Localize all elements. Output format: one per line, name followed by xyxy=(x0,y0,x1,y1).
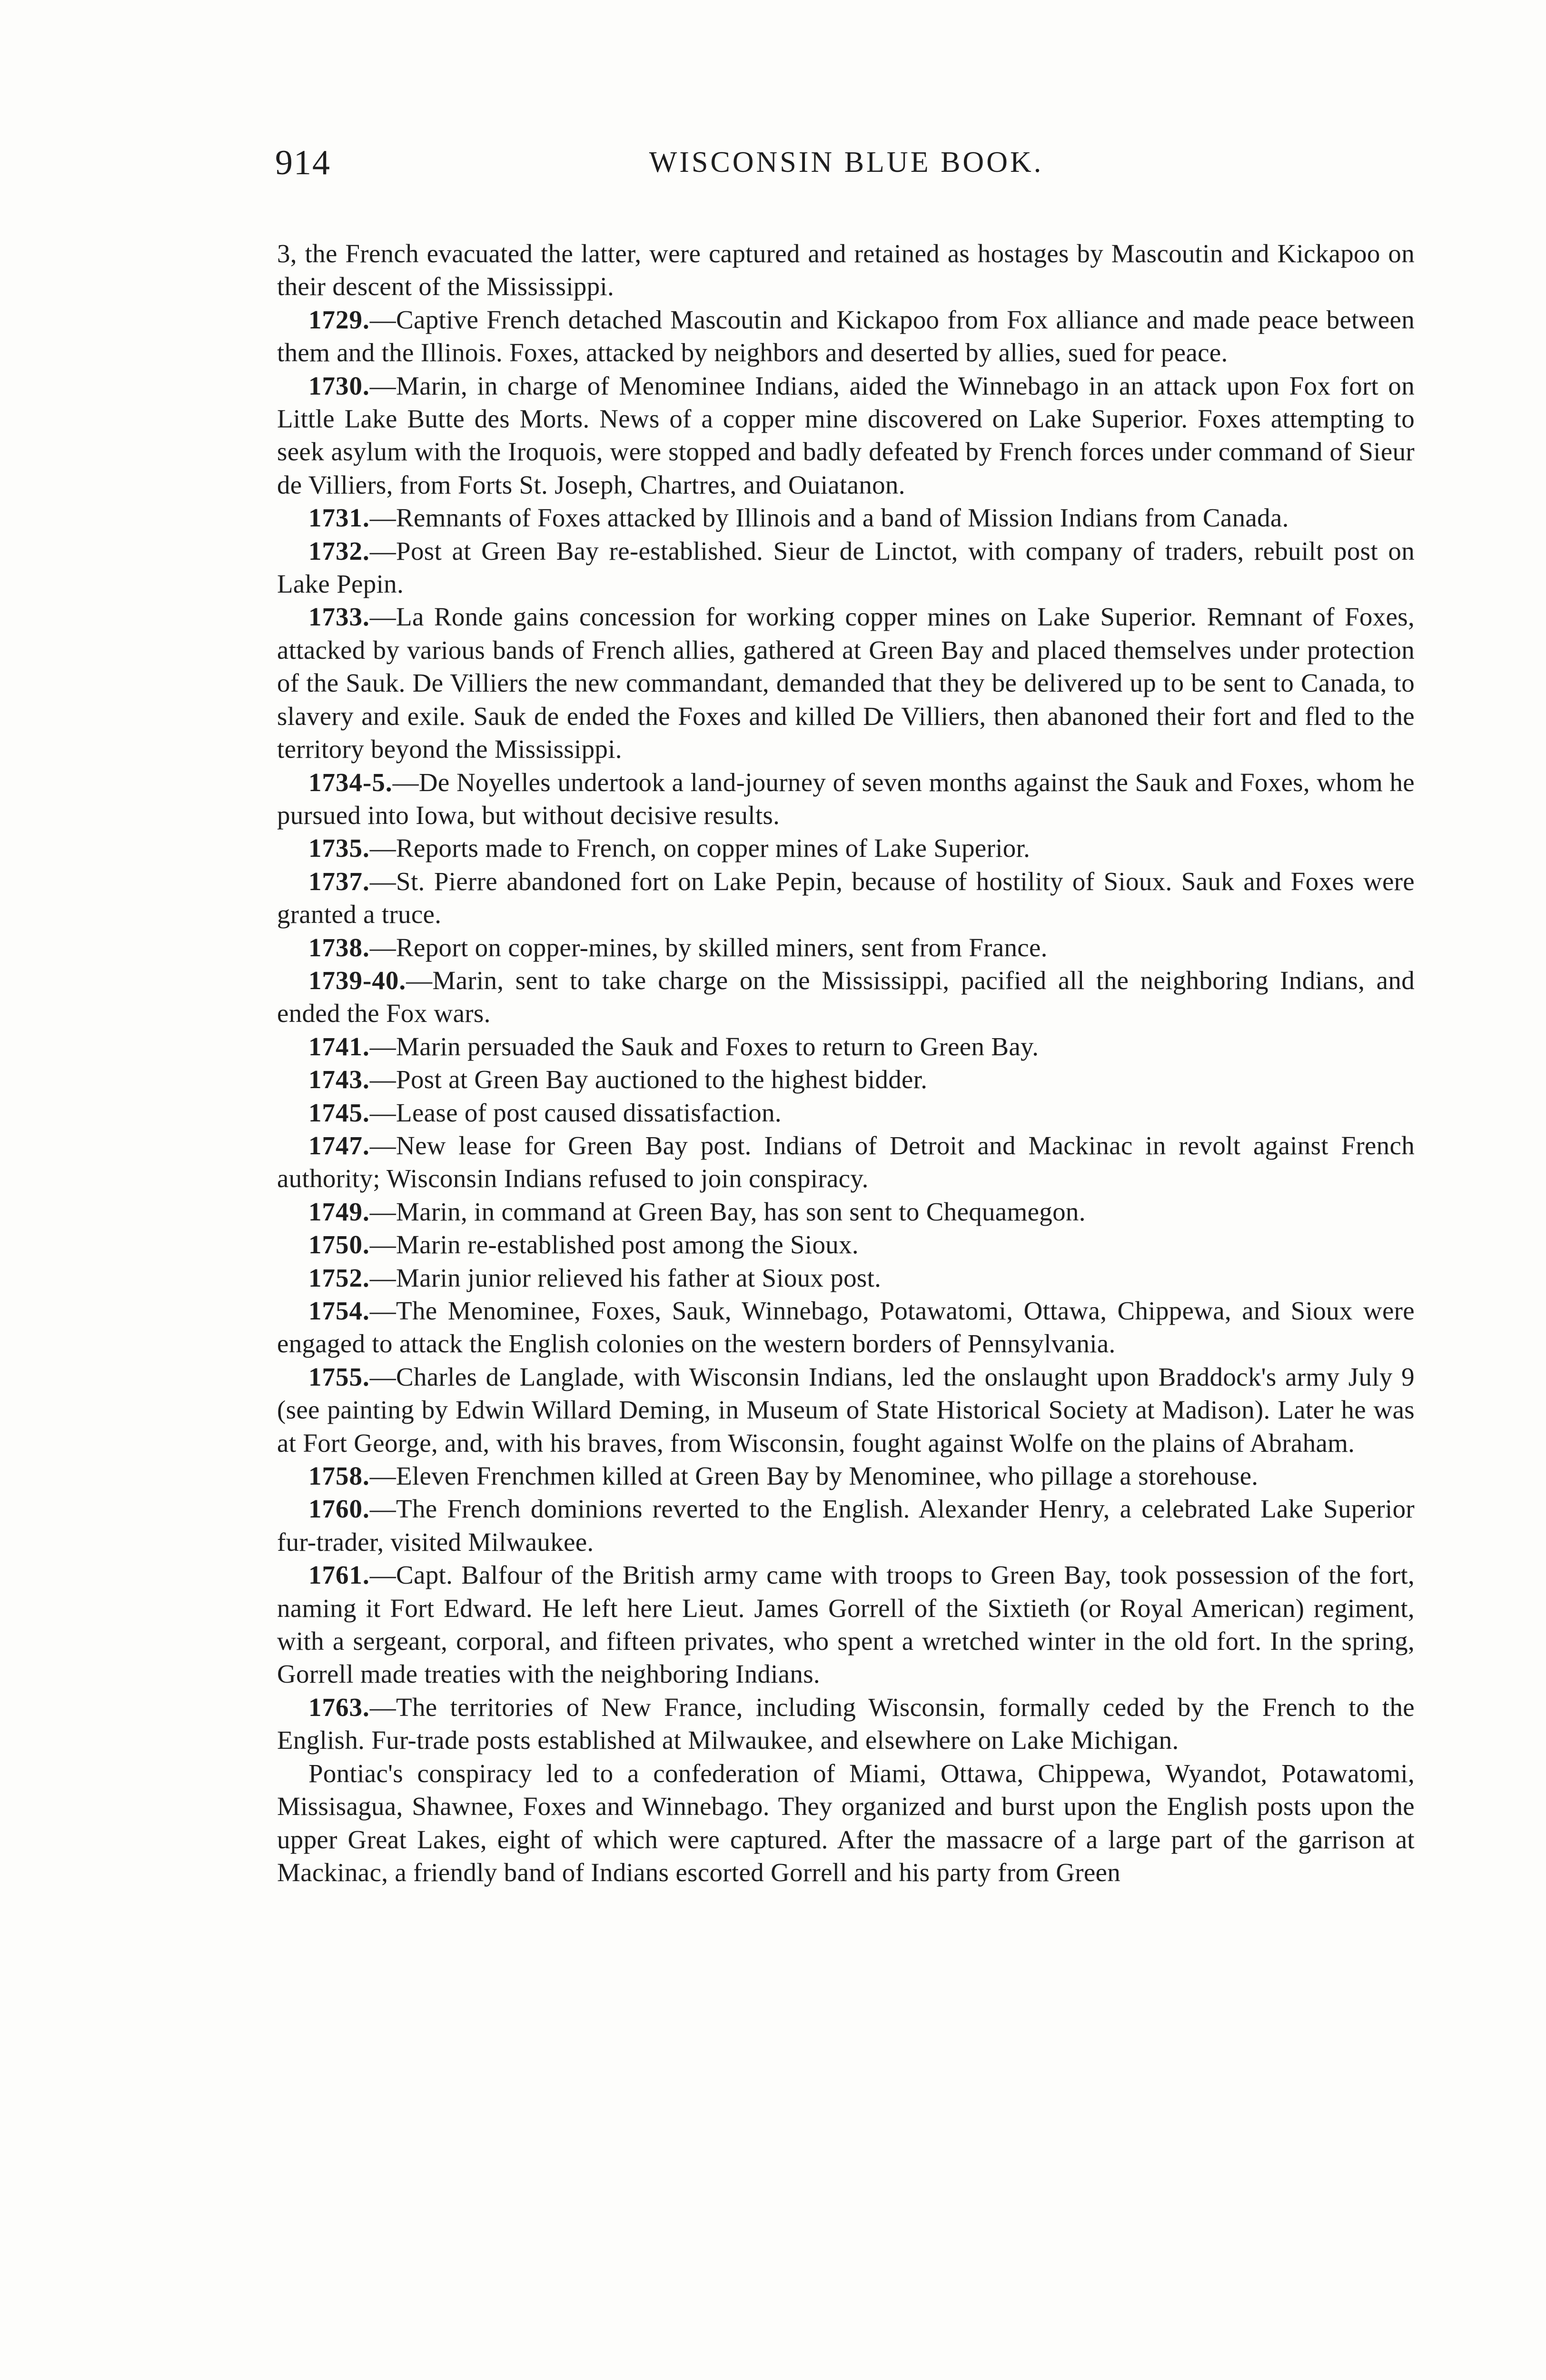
entry-text: —Marin, in charge of Menominee Indians, aided the Winnebago in an attack upon Fox fort on Little Lake Butte des Morts. News of a copper mine discovered on Lake Superior. Foxes attempting to seek asylum with the Iroquois, were stopped and badly defeated by French forces under command of Sieur de Villiers, from Forts St. Joseph, Chartres, and Ouiatanon. xyxy=(277,371,1415,499)
entry-year: 1737. xyxy=(308,866,370,896)
entry-text: —The Menominee, Foxes, Sauk, Winnebago, Potawatomi, Ottawa, Chippewa, and Sioux were engaged to attack the English colonies on the western borders of Pennsylvania. xyxy=(277,1296,1415,1359)
entry-1730 xyxy=(277,369,1415,502)
entry-text: —The French dominions reverted to the English. Alexander Henry, a celebrated Lake Superior fur-trader, visited Milwaukee. xyxy=(277,1494,1415,1557)
entry-year: 1738. xyxy=(308,932,370,962)
entry-year: 1750. xyxy=(308,1230,370,1259)
entry-1741 xyxy=(277,1030,1415,1063)
body-text xyxy=(277,237,1415,1889)
entry-text: —Marin junior relieved his father at Sioux post. xyxy=(369,1263,882,1292)
running-head: WISCONSIN BLUE BOOK. xyxy=(649,146,1044,178)
entry-year: 1754. xyxy=(308,1296,370,1325)
entry-1729 xyxy=(277,303,1415,369)
entry-year: 1732. xyxy=(308,536,370,565)
entry-year: 1731. xyxy=(308,503,370,533)
entry-1747 xyxy=(277,1129,1415,1195)
entry-text: —St. Pierre abandoned fort on Lake Pepin, because of hostility of Sioux. Sauk and Foxes were granted a truce. xyxy=(277,866,1415,929)
entry-1734-5 xyxy=(277,766,1415,832)
paragraph-text: Pontiac's conspiracy led to a confederation of Miami, Ottawa, Chippewa, Wyandot, Potawatomi, Missisagua, Shawnee, Foxes and Winnebago. They organized and burst upon the English posts upon the upper Great Lakes, eight of which were captured. After the massacre of a large part of the garrison at Mackinac, a friendly band of Indians escorted Gorrell and his party from Green xyxy=(277,1758,1415,1887)
continued-paragraph xyxy=(277,237,1415,303)
entry-year: 1741. xyxy=(308,1031,370,1061)
entry-text: —Remnants of Foxes attacked by Illinois and a band of Mission Indians from Canada. xyxy=(369,503,1289,533)
entry-year: 1755. xyxy=(308,1362,370,1391)
entry-1731 xyxy=(277,501,1415,534)
entry-1735 xyxy=(277,832,1415,864)
entry-text: —Charles de Langlade, with Wisconsin Indians, led the onslaught upon Braddock's army July 9 (see painting by Edwin Willard Deming, in Museum of State Historical Society at Madison). Later he was at Fort George, and, with his braves, from Wisconsin, fought against Wolfe on the plains of Abraham. xyxy=(277,1362,1415,1458)
entry-text: —Marin re-established post among the Sioux. xyxy=(369,1230,859,1259)
entry-1737 xyxy=(277,865,1415,931)
entry-text: —Reports made to French, on copper mines of Lake Superior. xyxy=(369,833,1031,863)
entry-year: 1734-5. xyxy=(308,767,393,797)
entry-year: 1763. xyxy=(308,1692,370,1722)
entry-1733 xyxy=(277,600,1415,765)
entry-text: —Post at Green Bay re-established. Sieur de Linctot, with company of traders, rebuilt post on Lake Pepin. xyxy=(277,536,1415,599)
entry-1750 xyxy=(277,1228,1415,1261)
entry-text: —Captive French detached Mascoutin and Kickapoo from Fox alliance and made peace between them and the Illinois. Foxes, attacked by neighbors and deserted by allies, sued for peace. xyxy=(277,305,1415,367)
entry-text: —Report on copper-mines, by skilled miners, sent from France. xyxy=(369,932,1048,962)
entry-year: 1730. xyxy=(308,371,370,400)
entry-year: 1747. xyxy=(308,1130,370,1160)
page-header xyxy=(275,143,1417,195)
page-number: 914 xyxy=(275,143,331,182)
entry-1758 xyxy=(277,1459,1415,1492)
entry-year: 1761. xyxy=(308,1560,370,1590)
entry-1745 xyxy=(277,1096,1415,1129)
entry-1755 xyxy=(277,1360,1415,1459)
entry-year: 1752. xyxy=(308,1263,370,1292)
entry-text: —The territories of New France, including Wisconsin, formally ceded by the French to the English. Fur-trade posts established at Milwaukee, and elsewhere on Lake Michigan. xyxy=(277,1692,1415,1755)
entry-1749 xyxy=(277,1195,1415,1228)
entry-text: —New lease for Green Bay post. Indians of Detroit and Mackinac in revolt against French authority; Wisconsin Indians refused to join conspiracy. xyxy=(277,1130,1415,1193)
entry-text: —La Ronde gains concession for working copper mines on Lake Superior. Remnant of Foxes, attacked by various bands of French allies, gathered at Green Bay and placed themselves under protection of the Sauk. De Villiers the new commandant, demanded that they be delivered up to be sent to Canada, to slavery and exile. Sauk de ended the Foxes and killed De Villiers, then abanoned their fort and fled to the territory beyond the Mississippi. xyxy=(277,602,1415,764)
pontiac-paragraph xyxy=(277,1757,1415,1889)
entry-year: 1758. xyxy=(308,1461,370,1491)
entry-year: 1733. xyxy=(308,602,370,632)
entry-text: —Capt. Balfour of the British army came with troops to Green Bay, took possession of the fort, naming it Fort Edward. He left here Lieut. James Gorrell of the Sixtieth (or Royal American) regiment, with a sergeant, corporal, and fifteen privates, who spent a wretched winter in the old fort. In the spring, Gorrell made treaties with the neighboring Indians. xyxy=(277,1560,1415,1689)
entry-year: 1760. xyxy=(308,1494,370,1524)
entry-text: —Lease of post caused dissatisfaction. xyxy=(369,1098,782,1127)
entry-1761 xyxy=(277,1558,1415,1691)
entry-1752 xyxy=(277,1261,1415,1294)
entry-year: 1745. xyxy=(308,1098,370,1127)
entry-year: 1739-40. xyxy=(308,965,406,995)
entry-1732 xyxy=(277,535,1415,601)
entry-1743 xyxy=(277,1063,1415,1096)
entry-year: 1749. xyxy=(308,1197,370,1226)
entry-1763 xyxy=(277,1691,1415,1757)
entry-1738 xyxy=(277,931,1415,964)
entry-text: —De Noyelles undertook a land-journey of seven months against the Sauk and Foxes, whom he pursued into Iowa, but without decisive results. xyxy=(277,767,1415,830)
entry-1760 xyxy=(277,1492,1415,1558)
entry-year: 1743. xyxy=(308,1065,370,1094)
entry-text: —Post at Green Bay auctioned to the highest bidder. xyxy=(369,1065,928,1094)
entry-1754 xyxy=(277,1294,1415,1360)
entry-year: 1729. xyxy=(308,305,370,334)
paragraph-text: 3, the French evacuated the latter, were captured and retained as hostages by Mascoutin and Kickapoo on their descent of the Mississippi. xyxy=(277,239,1415,301)
entry-text: —Eleven Frenchmen killed at Green Bay by Menominee, who pillage a storehouse. xyxy=(369,1461,1259,1491)
entry-year: 1735. xyxy=(308,833,370,863)
entry-1739-40 xyxy=(277,964,1415,1030)
entry-text: —Marin, sent to take charge on the Mississippi, pacified all the neighboring Indians, and ended the Fox wars. xyxy=(277,965,1415,1028)
entry-text: —Marin, in command at Green Bay, has son sent to Chequamegon. xyxy=(369,1197,1086,1226)
entry-text: —Marin persuaded the Sauk and Foxes to return to Green Bay. xyxy=(369,1031,1039,1061)
